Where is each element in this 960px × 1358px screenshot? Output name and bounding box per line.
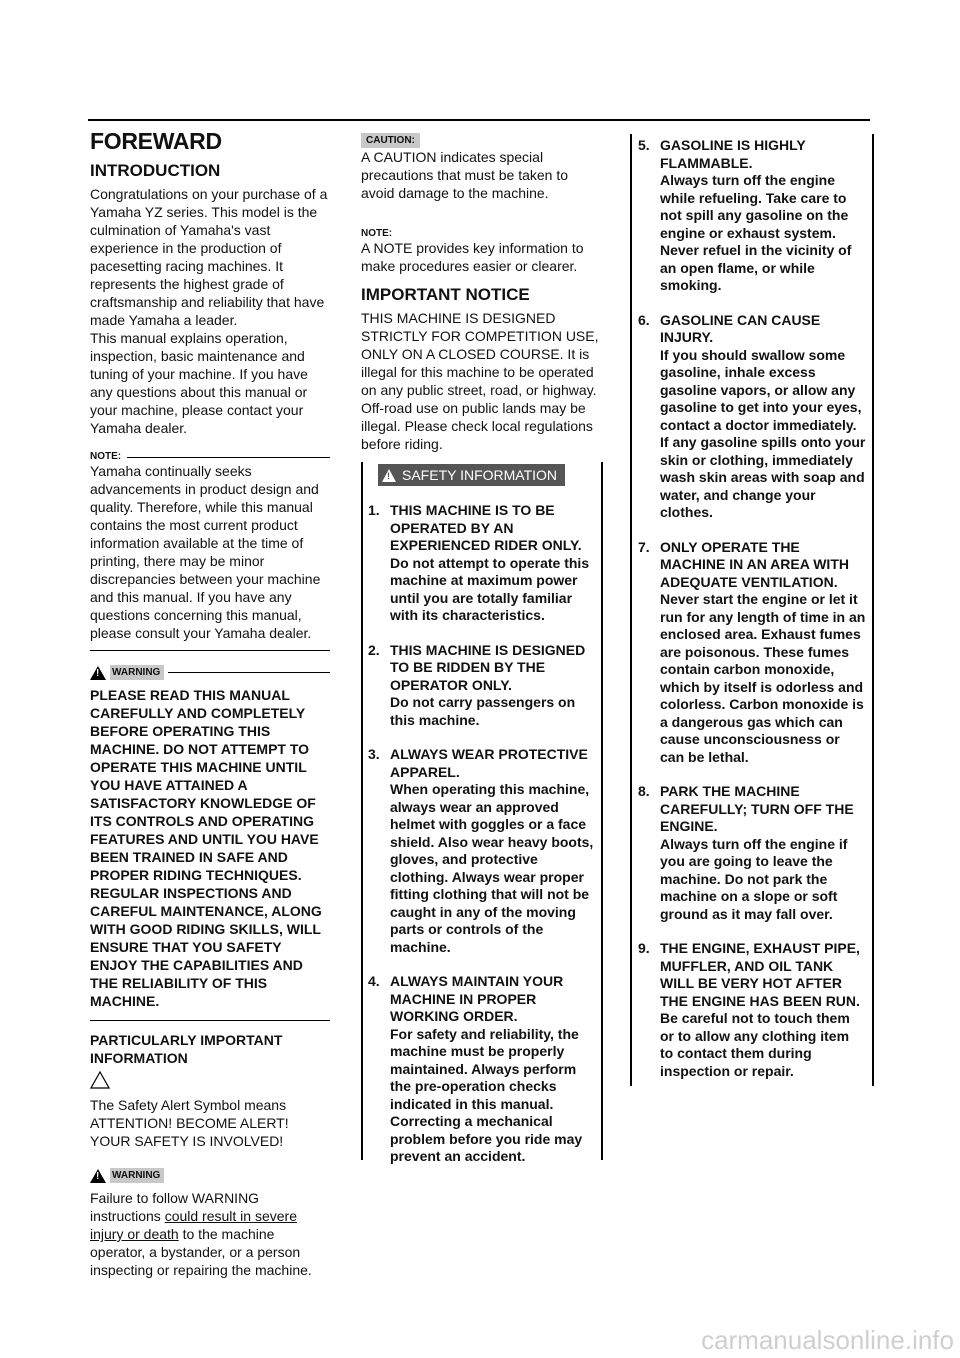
list-item: 8. PARK THE MACHINE CAREFULLY; TURN OFF THE ENGINE. Always turn off the engine if you are going to leave the machine. Do not park the machine on a slope or soft ground as it may fall over. [638,783,854,922]
safety-list [368,502,594,1183]
right-list [638,137,866,1097]
list-item: 3. ALWAYS WEAR PROTECTIVE APPAREL. When operating this machine, always wear an approved helmet with goggles or a face shield. Also wear heavy boots, gloves, and protective clothing. Always wear proper fitting clothing that will not be caught in any of the moving parts or controls of the machine. [368,746,594,955]
list-item: 9. THE ENGINE, EXHAUST PIPE, MUFFLER, AND OIL TANK WILL BE VERY HOT AFTER THE ENGINE HAS BEEN RUN. Be careful not to touch them or to allow any clothing item to contact them during inspection or repair. [638,940,860,1079]
column-left [90,128,330,1279]
safety-warning-icon [382,469,396,482]
note-label: NOTE: [90,451,122,462]
page-title: FOREWARD [90,128,222,154]
note-text: Yamaha continually seeks advancements in product design and quality. Therefore, while this manual contains the most current product information available at the time of printing, there may be minor discrepancies between your machine and this manual. If you have any questions concerning this manual, please consult your Yamaha dealer. [90,463,321,641]
intro-paragraph-1: Congratulations on your purchase of a Yamaha YZ series. This model is the culmination of Yamaha's vast experience in the production of pacesetting racing machines. It represents the highest grade of craftsmanship and reliability that have made Yamaha a leader. [90,186,328,328]
note-end-rule [90,650,330,651]
warning-label: WARNING [110,665,164,680]
alert-triangle-icon [90,1071,110,1089]
safety-header-label: SAFETY INFORMATION [402,467,558,483]
notice-heading: IMPORTANT NOTICE [361,285,530,304]
warning-end-rule [90,1020,330,1021]
list-item: 1. THIS MACHINE IS TO BE OPERATED BY AN EXPERIENCED RIDER ONLY. Do not attempt to operate this machine at maximum power until you are totally familiar with its characteristics. [368,502,590,623]
warning-rule [168,672,330,673]
warning-icon [90,666,106,680]
list-item: 4. ALWAYS MAINTAIN YOUR MACHINE IN PROPER WORKING ORDER. For safety and reliability, the machine must be properly maintained. Always perform the pre-operation checks indicated in this manual. Correcting a mechanical problem before you ride may prevent an accident. [368,973,583,1164]
warning-text: PLEASE READ THIS MANUAL CAREFULLY AND COMPLETELY BEFORE OPERATING THIS MACHINE. DO NOT ATTEMPT TO OPERATE THIS MACHINE UNTIL YOU HAVE ATTAINED A SATISFACTORY KNOWLEDGE OF ITS CONTROLS AND OPERATING FEATURES AND UNTIL YOU HAVE BEEN TRAINED IN SAFE AND PROPER RIDING TECHNIQUES. REGULAR INSPECTIONS AND CAREFUL MAINTENANCE, ALONG WITH GOOD RIDING SKILLS, WILL ENSURE THAT YOU SAFETY ENJOY THE CAPABILITIES AND THE RELIABILITY OF THIS MACHINE. [90,687,322,1009]
list-item: 2. THIS MACHINE IS DESIGNED TO BE RIDDEN BY THE OPERATOR ONLY. Do not carry passengers on this machine. [368,641,586,728]
list-item: 5. GASOLINE IS HIGHLY FLAMMABLE. Always turn off the engine while refueling. Take care to not spill any gasoline on the engine or exhaust system. Never refuel in the vicinity of an open flame, or while smoking. [638,137,852,293]
caution-text: A CAUTION indicates special precautions that must be taken to avoid damage to the machine. [361,149,569,201]
intro-paragraph-2: This manual explains operation, inspection, basic maintenance and tuning of your machine. If you have any questions about this manual or your machine, please contact your Yamaha dealer. [90,330,308,436]
warning2-header [90,1168,330,1183]
note-rule [127,457,330,458]
alert-text: The Safety Alert Symbol means ATTENTION! BECOME ALERT! YOUR SAFETY IS INVOLVED! [90,1097,289,1149]
warning-header [90,665,330,680]
safety-header [378,464,565,486]
note2-label: NOTE: [361,228,393,239]
list-item: 7. ONLY OPERATE THE MACHINE IN AN AREA WITH ADEQUATE VENTILATION. Never start the engine or let it run for any length of time in an enclosed area. Exhaust fumes are poisonous. These fumes contain carbon monoxide, which by itself is odorless and colorless. Carbon monoxide is a dangerous gas which can cause unconsciousness or can be lethal. [638,538,866,765]
warning2-text: Failure to follow WARNING instructions could result in severe injury or death to the machine operator, a bystander, or a person inspecting or repairing the machine. [90,1190,312,1278]
column-middle [361,130,601,453]
caution-label: CAUTION: [361,133,420,148]
note-header [90,451,330,462]
top-rule [88,119,870,121]
watermark: carmanualsonline.info [701,1325,954,1355]
warning2-label: WARNING [110,1168,164,1183]
notice-text: THIS MACHINE IS DESIGNED STRICTLY FOR COMPETITION USE, ONLY ON A CLOSED COURSE. It is illegal for this machine to be operated on any public street, road, or highway. Off-road use on public lands may be illegal. Please check local regulations before riding. [361,310,599,452]
warning2-icon [90,1169,106,1183]
list-item: 6. GASOLINE CAN CAUSE INJURY. If you should swallow some gasoline, inhale excess gasoline vapors, or allow any gasoline to get into your eyes, contact a doctor immediately. If any gasoline spills onto your skin or clothing, immediately wash skin areas with soap and water, and change your clothes. [638,311,866,520]
intro-heading: INTRODUCTION [90,161,221,180]
note2-text: A NOTE provides key information to make procedures easier or clearer. [361,240,584,274]
particular-heading: PARTICULARLY IMPORTANT INFORMATION [90,1032,283,1066]
